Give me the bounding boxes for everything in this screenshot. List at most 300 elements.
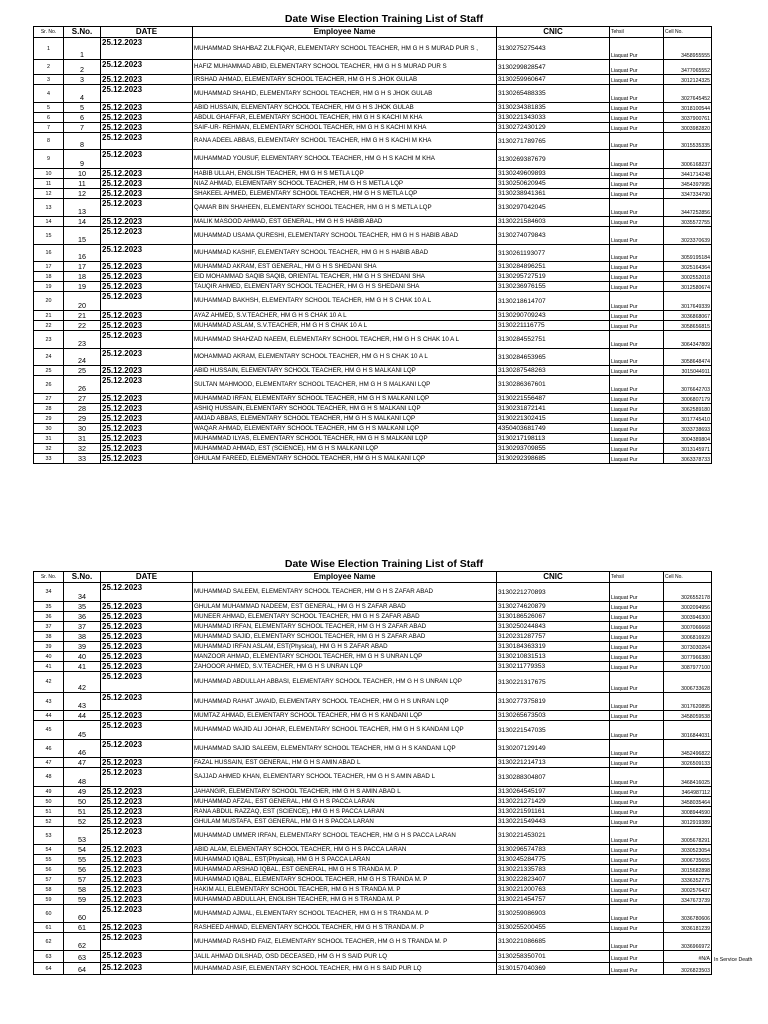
cell-no-cell: 3033738693 xyxy=(664,424,712,434)
table-row xyxy=(34,923,737,933)
s-no-cell: 13 xyxy=(64,199,101,217)
sr-no-cell: 40 xyxy=(34,652,64,662)
cnic-cell: 3130299828547 xyxy=(497,60,610,75)
date-cell: 25.12.2023 xyxy=(101,845,193,855)
table-row xyxy=(34,282,737,292)
table-row xyxy=(34,434,737,444)
tehsil-cell: Liaquat Pur xyxy=(610,845,664,855)
date-cell: 25.12.2023 xyxy=(101,38,193,60)
remarks-cell xyxy=(712,711,737,721)
cell-no-cell: 3006735655 xyxy=(664,855,712,865)
table-row xyxy=(34,150,737,169)
cell-no-cell: 3336352775 xyxy=(664,875,712,885)
tehsil-cell: Liaquat Pur xyxy=(610,662,664,672)
sr-no-cell: 26 xyxy=(34,376,64,394)
cnic-cell: 3130296574783 xyxy=(497,845,610,855)
employee-name-cell: SAJJAD AHMED KHAN, ELEMENTARY SCHOOL TEACHER, HM G H S AMIN ABAD L xyxy=(193,768,497,787)
employee-name-cell: MUHAMMAD SHAHZAD NAEEM, ELEMENTARY SCHOOL TEACHER, HM G H S CHAK 10 A L xyxy=(193,331,497,349)
tehsil-cell: Liaquat Pur xyxy=(610,583,664,602)
employee-name-cell: EID MOHAMMAD SAQIB SAQIB, ORIENTAL TEACHER, HM G H S SHEDANI SHA xyxy=(193,272,497,282)
header-s-no: S.No. xyxy=(64,27,101,38)
date-cell: 25.12.2023 xyxy=(101,602,193,612)
tehsil-cell: Liaquat Pur xyxy=(610,693,664,711)
sr-no-cell: 30 xyxy=(34,424,64,434)
tehsil-cell: Liaquat Pur xyxy=(610,394,664,404)
cell-no-cell: 3015682898 xyxy=(664,865,712,875)
remarks-cell xyxy=(712,113,737,123)
employee-name-cell: RANA ABDUL RAZZAQ, EST (SCIENCE), HM G H S PACCA LARAN xyxy=(193,807,497,817)
employee-name-cell: GHULAM MUSTAFA, EST GENERAL, HM G H S PACCA LARAN xyxy=(193,817,497,827)
cnic-cell: 3130259960647 xyxy=(497,75,610,85)
cnic-cell: 3130292398685 xyxy=(497,454,610,464)
date-cell: 25.12.2023 xyxy=(101,272,193,282)
employee-name-cell: MUHAMMAD ASIF, ELEMENTARY SCHOOL TEACHER, HM G H S SAID PUR LQ xyxy=(193,963,497,975)
tehsil-cell: Liaquat Pur xyxy=(610,133,664,150)
remarks-cell xyxy=(712,875,737,885)
s-no-cell: 31 xyxy=(64,434,101,444)
table-row xyxy=(34,75,737,85)
s-no-cell: 40 xyxy=(64,652,101,662)
tehsil-cell: Liaquat Pur xyxy=(610,632,664,642)
cnic-cell: 3130221343033 xyxy=(497,113,610,123)
cnic-cell: 3130217198113 xyxy=(497,434,610,444)
cnic-cell: 3130221271429 xyxy=(497,797,610,807)
cell-no-cell: 3005678291 xyxy=(664,827,712,845)
sr-no-cell: 29 xyxy=(34,414,64,424)
cnic-cell: 3130234381835 xyxy=(497,103,610,113)
table-header-row xyxy=(34,27,737,38)
remarks-cell xyxy=(712,855,737,865)
table-row xyxy=(34,424,737,434)
employee-name-cell: SHAKEEL AHMED, ELEMENTARY SCHOOL TEACHER, HM G H S METLA LQP xyxy=(193,189,497,199)
cell-no-cell: 3002094956 xyxy=(664,602,712,612)
date-cell: 25.12.2023 xyxy=(101,394,193,404)
tehsil-cell: Liaquat Pur xyxy=(610,652,664,662)
sr-no-cell: 19 xyxy=(34,282,64,292)
date-cell: 25.12.2023 xyxy=(101,923,193,933)
tehsil-cell: Liaquat Pur xyxy=(610,311,664,321)
tehsil-cell: Liaquat Pur xyxy=(610,321,664,331)
header-employee-name: Employee Name xyxy=(193,27,497,38)
cell-no-cell: #N/A xyxy=(664,951,712,963)
s-no-cell: 17 xyxy=(64,262,101,272)
cell-no-cell: 3006168237 xyxy=(664,150,712,169)
s-no-cell: 42 xyxy=(64,672,101,693)
employee-name-cell: MUHAMMAD ABDULLAH, ENGLISH TEACHER, HM G H S TRANDA M. P xyxy=(193,895,497,905)
remarks-cell xyxy=(712,797,737,807)
employee-name-cell: MUHAMMAD SALEEM, ELEMENTARY SCHOOL TEACHER, HM G H S ZAFAR ABAD xyxy=(193,583,497,602)
remarks-cell xyxy=(712,602,737,612)
cell-no-cell: 3036966972 xyxy=(664,933,712,951)
cnic-cell: 3130288304807 xyxy=(497,768,610,787)
date-cell: 25.12.2023 xyxy=(101,331,193,349)
tehsil-cell: Liaquat Pur xyxy=(610,711,664,721)
tehsil-cell: Liaquat Pur xyxy=(610,60,664,75)
cell-no-cell: 3073030264 xyxy=(664,642,712,652)
tehsil-cell: Liaquat Pur xyxy=(610,414,664,424)
tehsil-cell: Liaquat Pur xyxy=(610,895,664,905)
cnic-cell: 3130264545197 xyxy=(497,787,610,797)
table-row xyxy=(34,349,737,366)
table-row xyxy=(34,895,737,905)
remarks-cell xyxy=(712,424,737,434)
cnic-cell: 3130184363319 xyxy=(497,642,610,652)
employee-name-cell: RASHEED AHMAD, ELEMENTARY SCHOOL TEACHER, HM G H S TRANDA M. P xyxy=(193,923,497,933)
tehsil-cell: Liaquat Pur xyxy=(610,933,664,951)
date-cell: 25.12.2023 xyxy=(101,321,193,331)
sr-no-cell: 58 xyxy=(34,885,64,895)
remarks-cell xyxy=(712,123,737,133)
cell-no-cell: 3003946300 xyxy=(664,612,712,622)
tehsil-cell: Liaquat Pur xyxy=(610,282,664,292)
employee-name-cell: NIAZ AHMAD, ELEMENTARY SCHOOL TEACHER, HM G H S METLA LQP xyxy=(193,179,497,189)
remarks-cell xyxy=(712,693,737,711)
employee-name-cell: MUHAMMAD BAKHSH, ELEMENTARY SCHOOL TEACHER, HM G H S CHAK 10 A L xyxy=(193,292,497,311)
table-row xyxy=(34,123,737,133)
table-row xyxy=(34,414,737,424)
remarks-cell xyxy=(712,845,737,855)
date-cell: 25.12.2023 xyxy=(101,424,193,434)
employee-name-cell: RANA ADEEL ABBAS, ELEMENTARY SCHOOL TEACHER, HM G H S KACHI M KHA xyxy=(193,133,497,150)
remarks-cell xyxy=(712,612,737,622)
cell-no-cell: 3347334790 xyxy=(664,189,712,199)
table-row xyxy=(34,622,737,632)
table-row xyxy=(34,60,737,75)
remarks-cell xyxy=(712,454,737,464)
staff-table xyxy=(33,26,737,464)
s-no-cell: 46 xyxy=(64,740,101,758)
remarks-cell xyxy=(712,103,737,113)
cnic-cell: 3130218614707 xyxy=(497,292,610,311)
employee-name-cell: MALIK MASOOD AHMAD, EST GENERAL, HM G H S HABIB ABAD xyxy=(193,217,497,227)
sr-no-cell: 52 xyxy=(34,817,64,827)
tehsil-cell: Liaquat Pur xyxy=(610,642,664,652)
cnic-cell: 3130186526067 xyxy=(497,612,610,622)
cell-no-cell: 3012124325 xyxy=(664,75,712,85)
cell-no-cell: 3027645452 xyxy=(664,85,712,103)
s-no-cell: 4 xyxy=(64,85,101,103)
cell-no-cell: 3035572755 xyxy=(664,217,712,227)
cnic-cell: 3130207129149 xyxy=(497,740,610,758)
sr-no-cell: 62 xyxy=(34,933,64,951)
date-cell: 25.12.2023 xyxy=(101,366,193,376)
sr-no-cell: 54 xyxy=(34,845,64,855)
table-header-row xyxy=(34,572,737,583)
s-no-cell: 36 xyxy=(64,612,101,622)
remarks-cell xyxy=(712,404,737,414)
tehsil-cell: Liaquat Pur xyxy=(610,189,664,199)
date-cell: 25.12.2023 xyxy=(101,113,193,123)
header-cell-no: Cell No. xyxy=(664,572,712,583)
s-no-cell: 44 xyxy=(64,711,101,721)
cnic-cell: 3130157040369 xyxy=(497,963,610,975)
cell-no-cell: 3007066668 xyxy=(664,622,712,632)
employee-name-cell: HAFIZ MUHAMMAD ABID, ELEMENTARY SCHOOL TEACHER, HM G H S MURAD PUR S xyxy=(193,60,497,75)
cell-no-cell: 3002552018 xyxy=(664,272,712,282)
tehsil-cell: Liaquat Pur xyxy=(610,923,664,933)
tehsil-cell: Liaquat Pur xyxy=(610,612,664,622)
employee-name-cell: MUHAMMAD RAHAT JAVAID, ELEMENTARY SCHOOL TEACHER, HM G H S UNRAN LQP xyxy=(193,693,497,711)
table-row xyxy=(34,199,737,217)
employee-name-cell: MUHAMMAD SHAHID, ELEMENTARY SCHOOL TEACHER, HM G H S JHOK GULAB xyxy=(193,85,497,103)
remarks-cell xyxy=(712,444,737,454)
sr-no-cell: 57 xyxy=(34,875,64,885)
header-s-no: S.No. xyxy=(64,572,101,583)
s-no-cell: 64 xyxy=(64,963,101,975)
s-no-cell: 8 xyxy=(64,133,101,150)
cell-no-cell: 3059195184 xyxy=(664,245,712,262)
cnic-cell: 3130274079843 xyxy=(497,227,610,245)
table-row xyxy=(34,905,737,923)
header-cnic: CNIC xyxy=(497,572,610,583)
cnic-cell: 3130221547035 xyxy=(497,721,610,740)
cnic-cell: 4350403681749 xyxy=(497,424,610,434)
table-row xyxy=(34,827,737,845)
date-cell: 25.12.2023 xyxy=(101,434,193,444)
cell-no-cell: 3076642703 xyxy=(664,376,712,394)
tehsil-cell: Liaquat Pur xyxy=(610,768,664,787)
tehsil-cell: Liaquat Pur xyxy=(610,963,664,975)
remarks-cell xyxy=(712,321,737,331)
employee-name-cell: AMJAD ABBAS, ELEMENTARY SCHOOL TEACHER, HM G H S MALKANI LQP xyxy=(193,414,497,424)
sr-no-cell: 20 xyxy=(34,292,64,311)
table-row xyxy=(34,855,737,865)
remarks-cell xyxy=(712,817,737,827)
employee-name-cell: MUHAMMAD SAJID, ELEMENTARY SCHOOL TEACHER, HM G H S ZAFAR ABAD xyxy=(193,632,497,642)
table-row xyxy=(34,169,737,179)
employee-name-cell: MUHAMMAD AKRAM, EST GENERAL, HM G H S SHEDANI SHA xyxy=(193,262,497,272)
date-cell: 25.12.2023 xyxy=(101,311,193,321)
sr-no-cell: 55 xyxy=(34,855,64,865)
s-no-cell: 30 xyxy=(64,424,101,434)
date-cell: 25.12.2023 xyxy=(101,933,193,951)
table-row xyxy=(34,133,737,150)
remarks-cell xyxy=(712,262,737,272)
table-row xyxy=(34,865,737,875)
s-no-cell: 39 xyxy=(64,642,101,652)
table-row xyxy=(34,662,737,672)
sr-no-cell: 37 xyxy=(34,622,64,632)
s-no-cell: 1 xyxy=(64,38,101,60)
remarks-cell xyxy=(712,60,737,75)
sr-no-cell: 27 xyxy=(34,394,64,404)
date-cell: 25.12.2023 xyxy=(101,652,193,662)
cnic-cell: 3130221549443 xyxy=(497,817,610,827)
table-row xyxy=(34,331,737,349)
employee-name-cell: SAIF-UR- REHMAN, ELEMENTARY SCHOOL TEACHER, HM G H S KACHI M KHA xyxy=(193,123,497,133)
tehsil-cell: Liaquat Pur xyxy=(610,227,664,245)
tehsil-cell: Liaquat Pur xyxy=(610,454,664,464)
header-cell-no: Cell No. xyxy=(664,27,712,38)
remarks-cell xyxy=(712,622,737,632)
employee-name-cell: HAKIM ALI, ELEMENTARY SCHOOL TEACHER, HM G H S TRANDA M. P xyxy=(193,885,497,895)
employee-name-cell: MUHAMMAD SHAHBAZ ZULFIQAR, ELEMENTARY SCHOOL TEACHER, HM G H S MURAD PUR S , xyxy=(193,38,497,60)
cnic-cell: 3130221591161 xyxy=(497,807,610,817)
employee-name-cell: MUHAMMAD ABDULLAH ABBASI, ELEMENTARY SCHOOL TEACHER, HM G H S UNRAN LQP xyxy=(193,672,497,693)
sr-no-cell: 60 xyxy=(34,905,64,923)
date-cell: 25.12.2023 xyxy=(101,740,193,758)
cell-no-cell: 3037900761 xyxy=(664,113,712,123)
cell-no-cell: 3063378733 xyxy=(664,454,712,464)
tehsil-cell: Liaquat Pur xyxy=(610,123,664,133)
s-no-cell: 22 xyxy=(64,321,101,331)
s-no-cell: 55 xyxy=(64,855,101,865)
employee-name-cell: TAUQIR AHMED, ELEMENTARY SCHOOL TEACHER, HM G H S SHEDANI SHA xyxy=(193,282,497,292)
cell-no-cell: 3017620895 xyxy=(664,693,712,711)
cnic-cell: 3130221200763 xyxy=(497,885,610,895)
cell-no-cell: 3026509133 xyxy=(664,758,712,768)
date-cell: 25.12.2023 xyxy=(101,262,193,272)
cnic-cell: 3130221584603 xyxy=(497,217,610,227)
date-cell: 25.12.2023 xyxy=(101,282,193,292)
sr-no-cell: 34 xyxy=(34,583,64,602)
table-row xyxy=(34,292,737,311)
table-row xyxy=(34,444,737,454)
staff-table xyxy=(33,571,753,975)
header-tehsil: Tehsil xyxy=(610,27,664,38)
employee-name-cell: JALIL AHMAD DILSHAD, OSD DECEASED, HM G H S SAID PUR LQ xyxy=(193,951,497,963)
s-no-cell: 10 xyxy=(64,169,101,179)
employee-name-cell: MUNEER AHMAD, ELEMENTARY SCHOOL TEACHER, HM G H S ZAFAR ABAD xyxy=(193,612,497,622)
cell-no-cell: 3458059538 xyxy=(664,711,712,721)
table-row xyxy=(34,454,737,464)
date-cell: 25.12.2023 xyxy=(101,895,193,905)
s-no-cell: 5 xyxy=(64,103,101,113)
remarks-cell xyxy=(712,311,737,321)
tehsil-cell: Liaquat Pur xyxy=(610,245,664,262)
cell-no-cell: 3077966380 xyxy=(664,652,712,662)
remarks-cell xyxy=(712,923,737,933)
table-row xyxy=(34,311,737,321)
s-no-cell: 45 xyxy=(64,721,101,740)
remarks-cell xyxy=(712,394,737,404)
remarks-cell xyxy=(712,632,737,642)
tehsil-cell: Liaquat Pur xyxy=(610,875,664,885)
s-no-cell: 32 xyxy=(64,444,101,454)
s-no-cell: 9 xyxy=(64,150,101,169)
cell-no-cell: 3447252856 xyxy=(664,199,712,217)
date-cell: 25.12.2023 xyxy=(101,169,193,179)
table-row xyxy=(34,394,737,404)
sr-no-cell: 10 xyxy=(34,169,64,179)
cell-no-cell: 3017745410 xyxy=(664,414,712,424)
s-no-cell: 47 xyxy=(64,758,101,768)
cell-no-cell: 3458035464 xyxy=(664,797,712,807)
date-cell: 25.12.2023 xyxy=(101,827,193,845)
tehsil-cell: Liaquat Pur xyxy=(610,758,664,768)
employee-name-cell: FAZAL HUSSAIN, EST GENERAL, HM G H S AMIN ABAD L xyxy=(193,758,497,768)
date-cell: 25.12.2023 xyxy=(101,189,193,199)
s-no-cell: 16 xyxy=(64,245,101,262)
sr-no-cell: 53 xyxy=(34,827,64,845)
cnic-cell: 3130249609893 xyxy=(497,169,610,179)
tehsil-cell: Liaquat Pur xyxy=(610,797,664,807)
sr-no-cell: 42 xyxy=(34,672,64,693)
remarks-cell xyxy=(712,434,737,444)
cell-no-cell: 3452496822 xyxy=(664,740,712,758)
employee-name-cell: QAMAR BIN SHAHEEN, ELEMENTARY SCHOOL TEACHER, HM G H S METLA LQP xyxy=(193,199,497,217)
s-no-cell: 7 xyxy=(64,123,101,133)
cnic-cell: 3130284552751 xyxy=(497,331,610,349)
cell-no-cell: 3015044911 xyxy=(664,366,712,376)
cnic-cell: 3130221556487 xyxy=(497,394,610,404)
sr-no-cell: 38 xyxy=(34,632,64,642)
date-cell: 25.12.2023 xyxy=(101,807,193,817)
table-row xyxy=(34,366,737,376)
s-no-cell: 11 xyxy=(64,179,101,189)
date-cell: 25.12.2023 xyxy=(101,199,193,217)
cnic-cell: 3130231872141 xyxy=(497,404,610,414)
s-no-cell: 60 xyxy=(64,905,101,923)
employee-name-cell: MUHAMMAD ILYAS, ELEMENTARY SCHOOL TEACHER, HM G H S MALKANI LQP xyxy=(193,434,497,444)
s-no-cell: 19 xyxy=(64,282,101,292)
date-cell: 25.12.2023 xyxy=(101,642,193,652)
sr-no-cell: 24 xyxy=(34,349,64,366)
s-no-cell: 35 xyxy=(64,602,101,612)
s-no-cell: 33 xyxy=(64,454,101,464)
sr-no-cell: 36 xyxy=(34,612,64,622)
employee-name-cell: MUHAMMAD SAJID SALEEM, ELEMENTARY SCHOOL TEACHER, HM G H S KANDANI LQP xyxy=(193,740,497,758)
cell-no-cell: 3441714248 xyxy=(664,169,712,179)
tehsil-cell: Liaquat Pur xyxy=(610,272,664,282)
table-row xyxy=(34,787,737,797)
table-row xyxy=(34,38,737,60)
cnic-cell: 3130293709855 xyxy=(497,444,610,454)
s-no-cell: 62 xyxy=(64,933,101,951)
employee-name-cell: MUHAMMAD USAMA QURESHI, ELEMENTARY SCHOOL TEACHER, HM G H S HABIB ABAD xyxy=(193,227,497,245)
s-no-cell: 58 xyxy=(64,885,101,895)
table-row xyxy=(34,758,737,768)
cnic-cell: 3130261193077 xyxy=(497,245,610,262)
tehsil-cell: Liaquat Pur xyxy=(610,827,664,845)
s-no-cell: 48 xyxy=(64,768,101,787)
remarks-cell xyxy=(712,642,737,652)
table-row xyxy=(34,583,737,602)
cell-no-cell: 3477065552 xyxy=(664,60,712,75)
s-no-cell: 2 xyxy=(64,60,101,75)
cnic-cell: 3130221335783 xyxy=(497,865,610,875)
remarks-cell xyxy=(712,366,737,376)
cell-no-cell: 3015535335 xyxy=(664,133,712,150)
date-cell: 25.12.2023 xyxy=(101,583,193,602)
cell-no-cell: 3347673739 xyxy=(664,895,712,905)
tehsil-cell: Liaquat Pur xyxy=(610,602,664,612)
table-row xyxy=(34,189,737,199)
tehsil-cell: Liaquat Pur xyxy=(610,349,664,366)
sr-no-cell: 15 xyxy=(34,227,64,245)
header-tehsil: Tehsil xyxy=(610,572,664,583)
date-cell: 25.12.2023 xyxy=(101,622,193,632)
cell-no-cell: 3036181239 xyxy=(664,923,712,933)
tehsil-cell: Liaquat Pur xyxy=(610,292,664,311)
table-row xyxy=(34,404,737,414)
cnic-cell: 3130269387679 xyxy=(497,150,610,169)
s-no-cell: 15 xyxy=(64,227,101,245)
cell-no-cell: 3003982820 xyxy=(664,123,712,133)
cnic-cell: 3130287548263 xyxy=(497,366,610,376)
cell-no-cell: 3064347809 xyxy=(664,331,712,349)
date-cell: 25.12.2023 xyxy=(101,875,193,885)
remarks-cell xyxy=(712,133,737,150)
header-sr-no: Sr. No. xyxy=(34,572,64,583)
tehsil-cell: Liaquat Pur xyxy=(610,807,664,817)
employee-name-cell: ZAHOOOR AHMED, S.V.TEACHER, HM G H S UNRAN LQP xyxy=(193,662,497,672)
cnic-cell: 3130236976155 xyxy=(497,282,610,292)
cell-no-cell: 3004389804 xyxy=(664,434,712,444)
remarks-cell xyxy=(712,933,737,951)
table-row xyxy=(34,797,737,807)
cell-no-cell: 3012919389 xyxy=(664,817,712,827)
